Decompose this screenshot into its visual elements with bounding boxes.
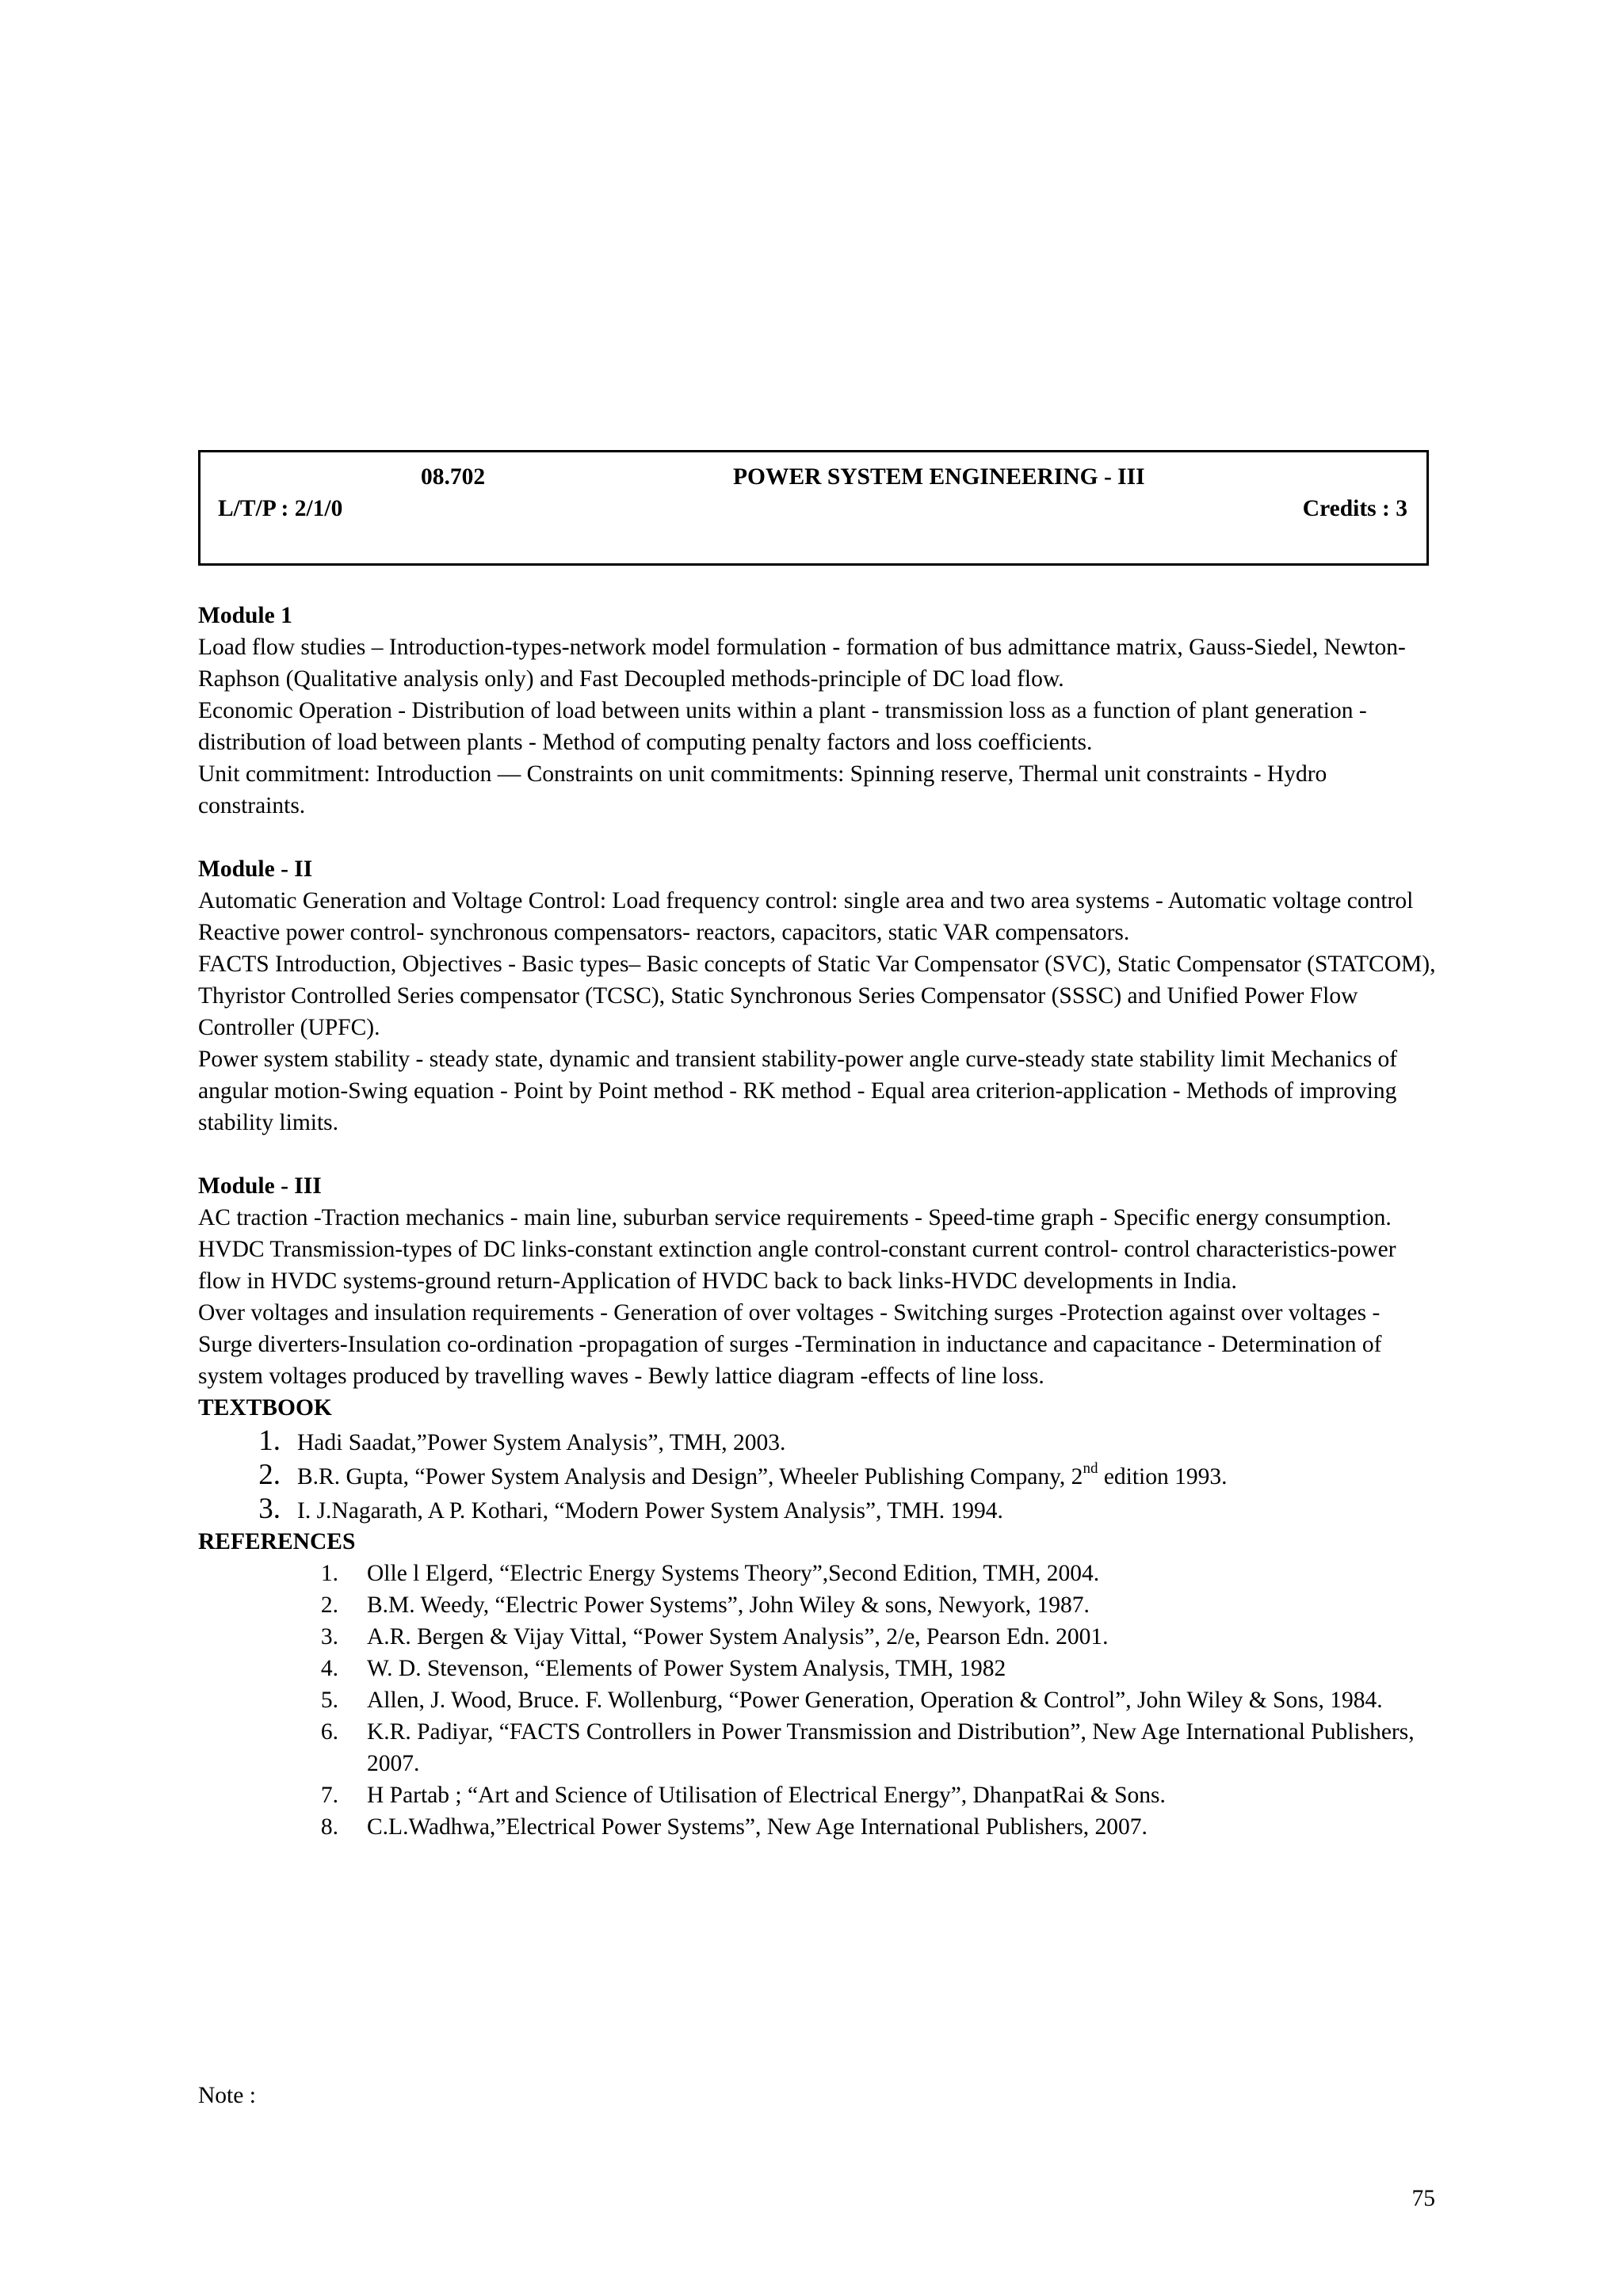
reference-item: [198, 1589, 1438, 1621]
references-heading: REFERENCES: [198, 1529, 356, 1554]
list-number: 5.: [320, 1688, 338, 1713]
course-credits: Credits : 3: [1302, 496, 1407, 521]
textbook-item: [198, 1458, 1438, 1492]
reference-item: [198, 1811, 1438, 1843]
textbook-list: [198, 1424, 1438, 1526]
reference-entry: K.R. Padiyar, “FACTS Controllers in Power Transmission and Distribution”, New Age International Publishers, 2007.: [367, 1719, 1415, 1776]
module-paragraph: Reactive power control- synchronous compensators- reactors, capacitors, static VAR compensators.: [198, 920, 1130, 945]
module-3: [198, 1170, 1438, 1392]
course-title: POWER SYSTEM ENGINEERING - III: [733, 464, 1145, 490]
references-list: [198, 1558, 1438, 1843]
list-number: 3.: [320, 1624, 338, 1650]
syllabus-content: [198, 600, 1438, 1843]
module-paragraph: HVDC Transmission-types of DC links-constant extinction angle control-constant current control- control characteristics-power flow in HVDC systems-ground return-Application of HVDC back to back links-HVDC developments in India.: [198, 1237, 1396, 1294]
ordinal-superscript: nd: [1083, 1460, 1098, 1477]
textbook-heading: TEXTBOOK: [198, 1395, 332, 1421]
list-number: 4.: [320, 1656, 338, 1681]
list-number: 3.: [258, 1493, 281, 1525]
textbook-entry: I. J.Nagarath, A P. Kothari, “Modern Power System Analysis”, TMH. 1994.: [297, 1498, 1003, 1524]
textbook-entry-tail: edition 1993.: [1098, 1464, 1228, 1489]
reference-item: [198, 1684, 1438, 1716]
list-number: 1.: [320, 1561, 338, 1586]
reference-entry: H Partab ; “Art and Science of Utilisation of Electrical Energy”, DhanpatRai & Sons.: [367, 1783, 1166, 1808]
textbook-section: [198, 1392, 1438, 1526]
module-2: [198, 853, 1438, 1138]
module-heading: Module - II: [198, 856, 313, 882]
module-heading: Module - III: [198, 1173, 322, 1199]
module-paragraph: Load flow studies – Introduction-types-network model formulation - formation of bus admittance matrix, Gauss-Siedel, Newton-Raphson (Qualitative analysis only) and Fast Decoupled methods-principle of DC load flow.: [198, 635, 1406, 692]
ltp-hours: L/T/P : 2/1/0: [218, 496, 343, 521]
spacer: [198, 1138, 1438, 1170]
module-paragraph: Economic Operation - Distribution of load between units within a plant - transmission loss as a function of plant generation - distribution of load between plants - Method of computing penalty factors and loss coefficients.: [198, 698, 1367, 755]
references-section: [198, 1526, 1438, 1843]
module-paragraph: Unit commitment: Introduction — Constraints on unit commitments: Spinning reserve, Thermal unit constraints - Hydro constraints.: [198, 761, 1327, 818]
reference-item: [198, 1621, 1438, 1653]
reference-item: [198, 1716, 1438, 1779]
list-number: 2.: [258, 1459, 281, 1491]
list-number: 8.: [320, 1814, 338, 1840]
module-1: [198, 600, 1438, 822]
spacer: [198, 822, 1438, 853]
reference-item: [198, 1558, 1438, 1589]
note-label: Note :: [198, 2083, 256, 2108]
reference-entry: Allen, J. Wood, Bruce. F. Wollenburg, “Power Generation, Operation & Control”, John Wiley & Sons, 1984.: [367, 1688, 1383, 1713]
reference-entry: Olle l Elgerd, “Electric Energy Systems Theory”,Second Edition, TMH, 2004.: [367, 1561, 1100, 1586]
reference-item: [198, 1653, 1438, 1684]
course-header-box: [198, 450, 1429, 566]
textbook-entry-main: B.R. Gupta, “Power System Analysis and Design”, Wheeler Publishing Company, 2: [297, 1464, 1083, 1489]
textbook-item: [198, 1424, 1438, 1458]
list-number: 1.: [258, 1425, 281, 1457]
list-number: 6.: [320, 1719, 338, 1745]
module-heading: Module 1: [198, 603, 292, 628]
module-paragraph: Over voltages and insulation requirements - Generation of over voltages - Switching surges -Protection against over voltages - Surge diverters-Insulation co-ordination -propagation of surges -Termination in inductance and capacitance - Determination of system voltages produced by travelling waves - Bewly lattice diagram -effects of line loss.: [198, 1300, 1382, 1389]
page-number: 75: [1411, 2186, 1435, 2211]
course-code: 08.702: [421, 464, 486, 490]
list-number: 2.: [320, 1592, 338, 1618]
reference-entry: B.M. Weedy, “Electric Power Systems”, John Wiley & sons, Newyork, 1987.: [367, 1592, 1090, 1618]
reference-entry: W. D. Stevenson, “Elements of Power System Analysis, TMH, 1982: [367, 1656, 1006, 1681]
module-paragraph: AC traction -Traction mechanics - main line, suburban service requirements - Speed-time graph - Specific energy consumption.: [198, 1205, 1392, 1230]
textbook-entry: [297, 1460, 1438, 1497]
list-number: 7.: [320, 1783, 338, 1808]
reference-item: [198, 1779, 1438, 1811]
textbook-item: [198, 1492, 1438, 1526]
module-paragraph: Automatic Generation and Voltage Control: Load frequency control: single area and two area systems - Automatic voltage control: [198, 888, 1414, 913]
module-paragraph: FACTS Introduction, Objectives - Basic types– Basic concepts of Static Var Compensator (SVC), Static Compensator (STATCOM), Thyristor Controlled Series compensator (TCSC), Static Synchronous Series Compensator (SSSC) and Unified Power Flow Controller (UPFC).: [198, 952, 1436, 1040]
textbook-entry: Hadi Saadat,”Power System Analysis”, TMH, 2003.: [297, 1430, 786, 1455]
module-paragraph: Power system stability - steady state, dynamic and transient stability-power angle curve-steady state stability limit Mechanics of angular motion-Swing equation - Point by Point method - RK method - Equal area criterion-application - Methods of improving stability limits.: [198, 1047, 1398, 1135]
reference-entry: A.R. Bergen & Vijay Vittal, “Power System Analysis”, 2/e, Pearson Edn. 2001.: [367, 1624, 1109, 1650]
reference-entry: C.L.Wadhwa,”Electrical Power Systems”, New Age International Publishers, 2007.: [367, 1814, 1148, 1840]
